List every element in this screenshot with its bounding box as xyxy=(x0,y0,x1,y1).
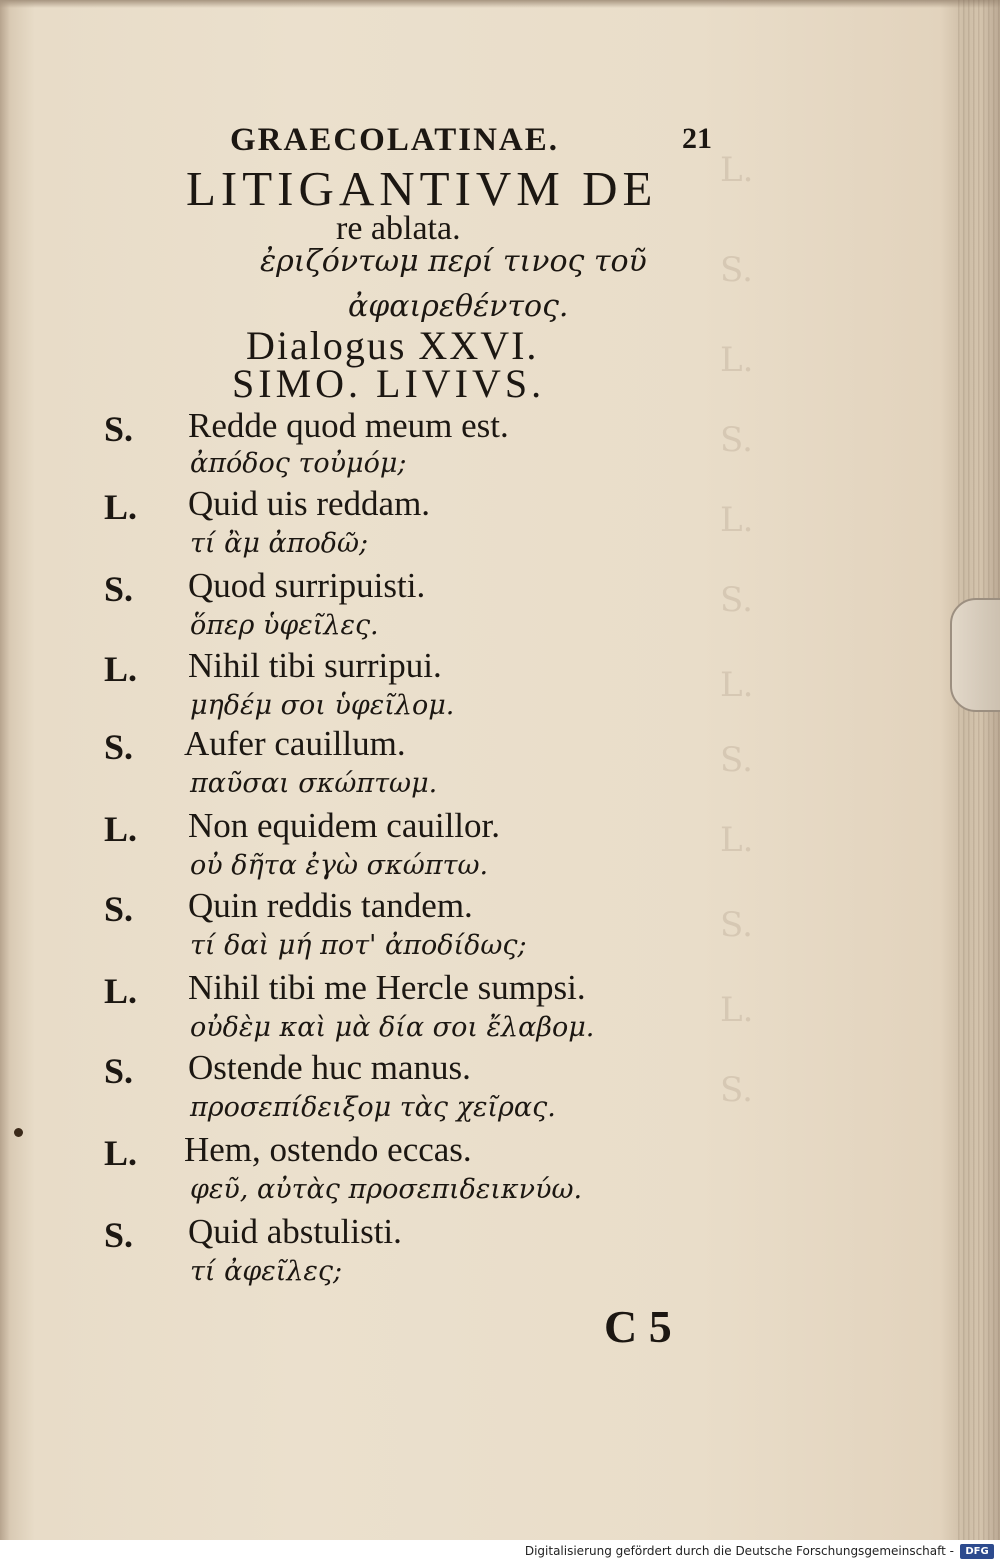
show-through-mark: L. xyxy=(720,820,754,860)
speaker-label: L. xyxy=(104,1133,138,1173)
speaker-names: SIMO. LIVIVS. xyxy=(232,361,546,406)
greek-line: τί ἀφεῖλες; xyxy=(190,1256,343,1287)
latin-line: Redde quod meum est. xyxy=(188,406,509,445)
show-through-mark: S. xyxy=(720,905,753,945)
footer-credit: Digitalisierung gefördert durch die Deutsche Forschungsgemeinschaft - xyxy=(524,1544,954,1558)
latin-line: Ostende huc manus. xyxy=(188,1048,471,1087)
latin-line: Aufer cauillum. xyxy=(184,724,406,763)
speaker-label: L. xyxy=(104,971,138,1011)
latin-line: Hem, ostendo eccas. xyxy=(184,1130,472,1169)
greek-title-line: ἀφαιρεθέντος. xyxy=(348,289,569,324)
running-head: GRAECOLATINAE. xyxy=(230,122,560,158)
speaker-label: L. xyxy=(104,487,138,527)
latin-line: Quid abstulisti. xyxy=(188,1212,402,1251)
show-through-mark: S. xyxy=(720,1070,753,1110)
show-through-mark: S. xyxy=(720,250,753,290)
latin-line: Quid uis reddam. xyxy=(188,484,431,523)
page-number: 21 xyxy=(682,122,712,155)
speaker-label: S. xyxy=(104,727,134,767)
speaker-label: L. xyxy=(104,649,138,689)
greek-line: οὐ δῆτα ἐγὼ σκώπτω. xyxy=(190,850,489,881)
speaker-label: S. xyxy=(104,1215,134,1255)
greek-line: μηδέμ σοι ὑφεῖλομ. xyxy=(190,690,455,721)
signature-mark: C 5 xyxy=(604,1301,672,1352)
dialogue-heading: Dialogus XXVI. xyxy=(246,323,539,368)
section-subtitle: re ablata. xyxy=(336,210,461,247)
speaker-label: S. xyxy=(104,1051,134,1091)
greek-line: τί δαὶ μή ποτ' ἀποδίδως; xyxy=(190,930,527,961)
show-through-mark: L. xyxy=(720,340,754,380)
show-through-mark: S. xyxy=(720,740,753,780)
greek-line: φεῦ, αὐτὰς προσεπιδεικνύω. xyxy=(190,1174,583,1205)
speaker-label: S. xyxy=(104,409,134,449)
speaker-label: S. xyxy=(104,569,134,609)
latin-line: Nihil tibi me Hercle sumpsi. xyxy=(188,968,586,1007)
ink-spot xyxy=(14,1128,23,1137)
show-through-mark: L. xyxy=(720,665,754,705)
show-through-mark: L. xyxy=(720,990,754,1030)
speaker-label: S. xyxy=(104,889,134,929)
greek-line: ἀπόδος τοὐμόμ; xyxy=(190,448,407,479)
latin-line: Non equidem cauillor. xyxy=(188,806,501,845)
show-through-mark: S. xyxy=(720,420,753,460)
latin-line: Nihil tibi surripui. xyxy=(188,646,442,685)
dfg-logo: DFG xyxy=(960,1544,994,1559)
show-through-mark: L. xyxy=(720,500,754,540)
greek-line: προσεπίδειξομ τὰς χεῖρας. xyxy=(190,1092,556,1123)
greek-line: οὐδὲμ καὶ μὰ δία σοι ἔλαβομ. xyxy=(190,1012,595,1043)
latin-line: Quod surripuisti. xyxy=(188,566,426,605)
book-clasp xyxy=(950,598,1000,712)
latin-line: Quin reddis tandem. xyxy=(188,886,473,925)
speaker-label: L. xyxy=(104,809,138,849)
greek-title-line: ἐριζόντωμ περί τινος τοῦ xyxy=(260,244,647,279)
greek-line: τί ἂμ ἀποδῶ; xyxy=(190,528,369,559)
show-through-mark: S. xyxy=(720,580,753,620)
show-through-mark: L. xyxy=(720,150,754,190)
digitization-footer xyxy=(0,1540,1000,1564)
page-top-shadow xyxy=(0,0,1000,8)
page-fore-edge xyxy=(958,0,1000,1540)
greek-line: ὅπερ ὑφεῖλες. xyxy=(190,610,379,641)
section-title: LITIGANTIVM DE xyxy=(186,161,658,216)
greek-line: παῦσαι σκώπτωμ. xyxy=(190,768,438,799)
